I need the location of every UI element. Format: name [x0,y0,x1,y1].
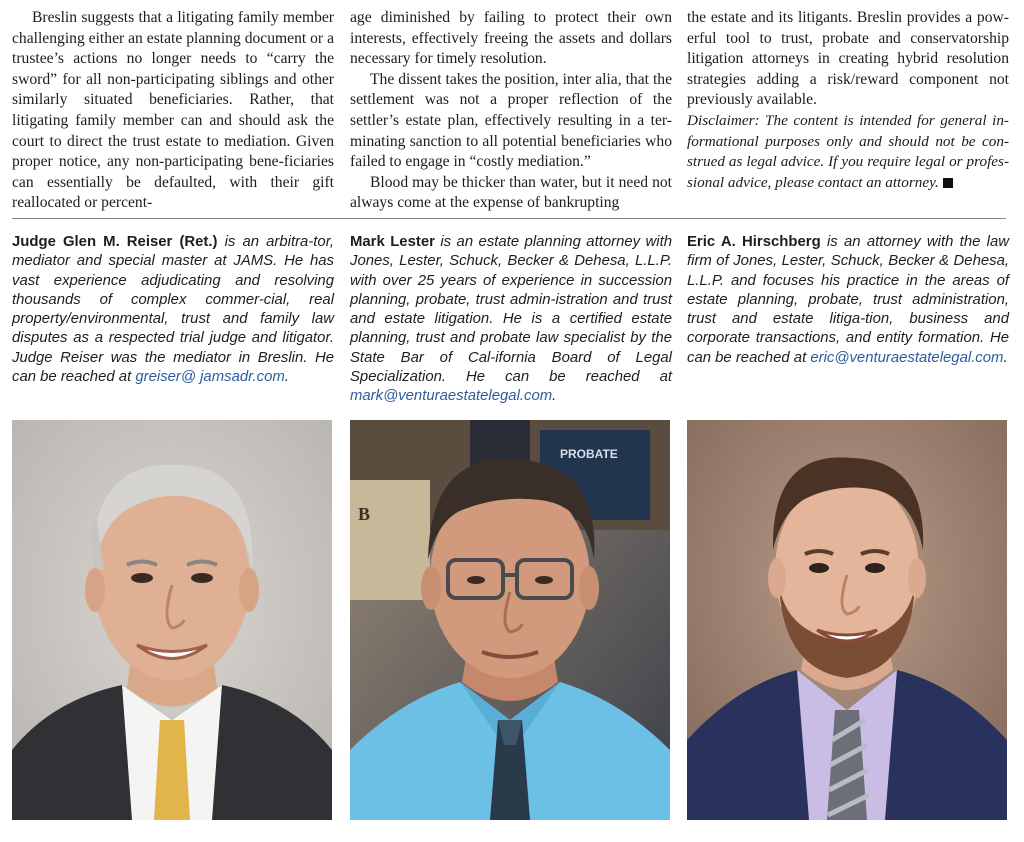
article-paragraph: age diminished by failing to protect their own interests, effectively freeing the assets and dollars necessary for timely resolution. [350,9,672,68]
bio-end-punct: . [284,369,289,386]
author-name: Eric A. Hirschberg [687,234,821,250]
author-bio-text: is an arbitra-tor, mediator and special master at JAMS. He has vast experience adjudicating and resolving thousands of complex commer-cial, real property/environmental, trust and family law disputes as a respected trial judge and litigator. Judge Reiser was the mediator in Breslin. He can be reached at [12,234,334,386]
disclaimer-text: Disclaimer: The content is intended for general in-formational purposes only and should not be con-strued as legal advice. If you require legal or profes-sional advice, please contact an attorney. [687,111,1009,191]
bio-end-punct: . [552,388,557,405]
article-paragraph: Blood may be thicker than water, but it need not always come at the expense of bankrupting [350,173,672,212]
article-column-middle [350,8,672,214]
author-bio-lester [350,233,672,407]
shelf-label: B [358,504,371,524]
author-email-link[interactable]: greiser@ jamsadr.com [135,369,285,386]
author-name: Mark Lester [350,234,435,250]
author-email-link[interactable]: mark@venturaestatelegal.com [350,388,553,405]
section-divider [12,218,1006,219]
bio-end-punct: . [1003,349,1008,366]
author-photo-hirschberg [687,420,1007,820]
disclaimer [687,111,1009,193]
article-column-left [12,8,334,214]
author-bio-hirschberg [687,233,1009,368]
author-photo-reiser [12,420,332,820]
author-bio-text: is an attorney with the law firm of Jones, Lester, Schuck, Becker & Dehesa, L.L.P. and focuses his practice in the areas of estate planning, probate, trust administration, trust and estate litiga-tion, business and corporate transactions, and entity formation. He can be reached at [687,234,1010,366]
author-bio-reiser [12,233,334,387]
author-photo-lester [350,420,670,820]
article-column-right [687,8,1009,193]
article-paragraph: The dissent takes the position, inter alia, that the settlement was not a proper reflection of the settler’s estate plan, effectively resulting in a ter-minating sanction to all potential beneficiaries who failed to engage in “costly mediation.” [350,70,672,171]
author-email-link[interactable]: eric@venturaestatelegal.com [810,349,1004,366]
article-paragraph: the estate and its litigants. Breslin provides a pow-erful tool to trust, probate and conservatorship litigation attorneys in creating hybrid resolution strategies adding a risk/reward component not previously available. [687,9,1009,109]
article-paragraph: Breslin suggests that a litigating family member challenging either an estate planning document or a trustee’s actions no longer needs to “carry the sword” for all non-participating siblings and other similarly situated beneficiaries. Rather, that litigating family member can and should ask the court to direct the trust estate to mediation. Given proper notice, any non-participating bene-ficiaries can essentially be defaulted, with their gift reallocated or percent- [12,9,334,212]
author-bio-text: is an estate planning attorney with Jones, Lester, Schuck, Becker & Dehesa, L.L.P. with over 25 years of experience in succession planning, probate, trust admin-istration and trust and estate litigation. He is a certified estate planning, trust and probate law specialist by the State Bar of Cal-ifornia Board of Legal Specialization. He can be reached at [350,234,673,386]
end-of-article-mark [943,178,953,188]
shelf-label: PROBATE [560,447,618,461]
author-name: Judge Glen M. Reiser (Ret.) [12,234,218,250]
